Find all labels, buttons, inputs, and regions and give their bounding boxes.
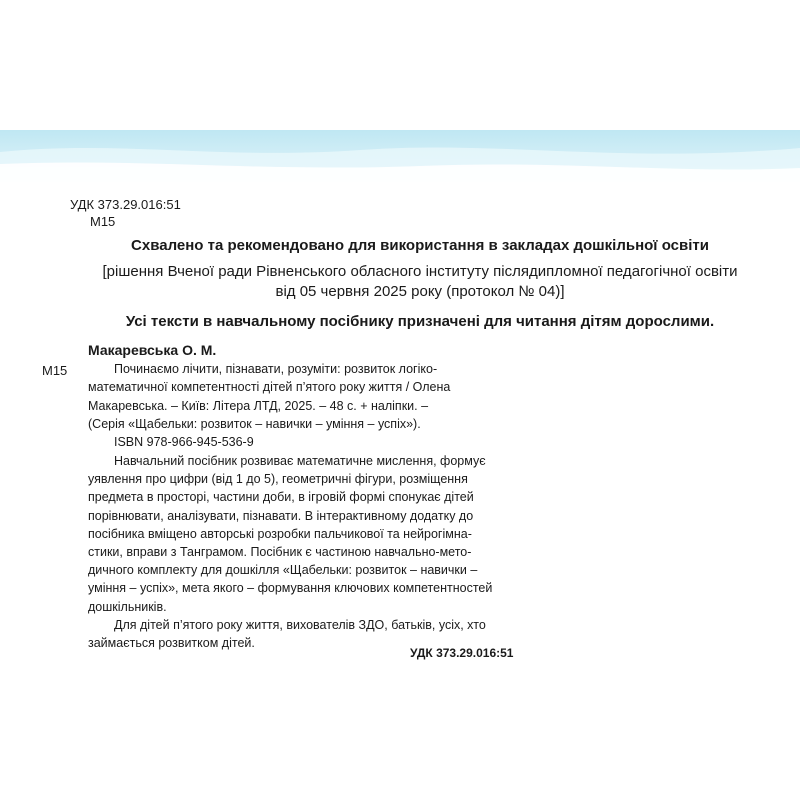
annotation-line: уміння – успіх», мета якого – формування ключових компетентностей bbox=[88, 581, 493, 596]
decision-line: від 05 червня 2025 року (протокол № 04)] bbox=[275, 283, 565, 300]
annotation bbox=[88, 452, 528, 652]
isbn: ISBN 978-966-945-536-9 bbox=[114, 435, 254, 450]
biblio-line: Макаревська. – Київ: Літера ЛТД, 2025. – 48 с. + наліпки. – bbox=[88, 398, 429, 413]
annotation-line: Навчальний посібник розвиває математичне мислення, формує bbox=[114, 454, 486, 468]
udk-code-bottom: УДК 373.29.016:51 bbox=[410, 646, 514, 660]
audience-line: Для дітей п’ятого року життя, вихователів ЗДО, батьків, усіх, хто bbox=[114, 617, 486, 632]
annotation-line: порівнювати, аналізувати, пізнавати. В інтерактивному додатку до bbox=[88, 508, 474, 523]
biblio-line: математичної компетентності дітей п’ятого року життя / Олена bbox=[88, 380, 451, 395]
biblio-line: (Серія «Щабельки: розвиток – навички – уміння – успіх»). bbox=[88, 416, 421, 431]
annotation-line: посібника вміщено авторські розробки пальчикової та нейрогімна- bbox=[88, 526, 472, 541]
bibliographic-description bbox=[88, 360, 528, 451]
wave-decoration bbox=[0, 130, 800, 182]
approval-statement: Схвалено та рекомендовано для використання в закладах дошкільної освіти bbox=[131, 237, 709, 254]
author-name: Макаревська О. М. bbox=[88, 342, 217, 358]
decision-line: [рішення Вченої ради Рівненського обласного інституту післядипломної педагогічної освіти bbox=[102, 263, 738, 280]
author-mark-top: М15 bbox=[90, 214, 116, 229]
audience-line: займається розвитком дітей. bbox=[88, 636, 255, 651]
decorative-top-band bbox=[0, 130, 800, 182]
biblio-line: Починаємо лічити, пізнавати, розуміти: розвиток логіко- bbox=[114, 362, 438, 376]
author-mark-left: М15 bbox=[42, 363, 68, 378]
annotation-line: дошкільників. bbox=[88, 599, 167, 614]
annotation-line: стики, вправи з Танграмом. Посібник є частиною навчально-мето- bbox=[88, 545, 472, 560]
annotation-line: дичного комплекту для дошкілля «Щабельки: розвиток – навички – bbox=[88, 563, 478, 578]
decision-text bbox=[40, 262, 800, 302]
reading-notice: Усі тексти в навчальному посібнику призначені для читання дітям дорослими. bbox=[125, 313, 715, 330]
udk-code-top: УДК 373.29.016:51 bbox=[70, 197, 181, 212]
annotation-line: уявлення про цифри (від 1 до 5), геометричні фігури, розміщення bbox=[88, 472, 468, 487]
annotation-line: предмета в просторі, частини доби, в ігровій формі спонукає дітей bbox=[88, 490, 474, 505]
